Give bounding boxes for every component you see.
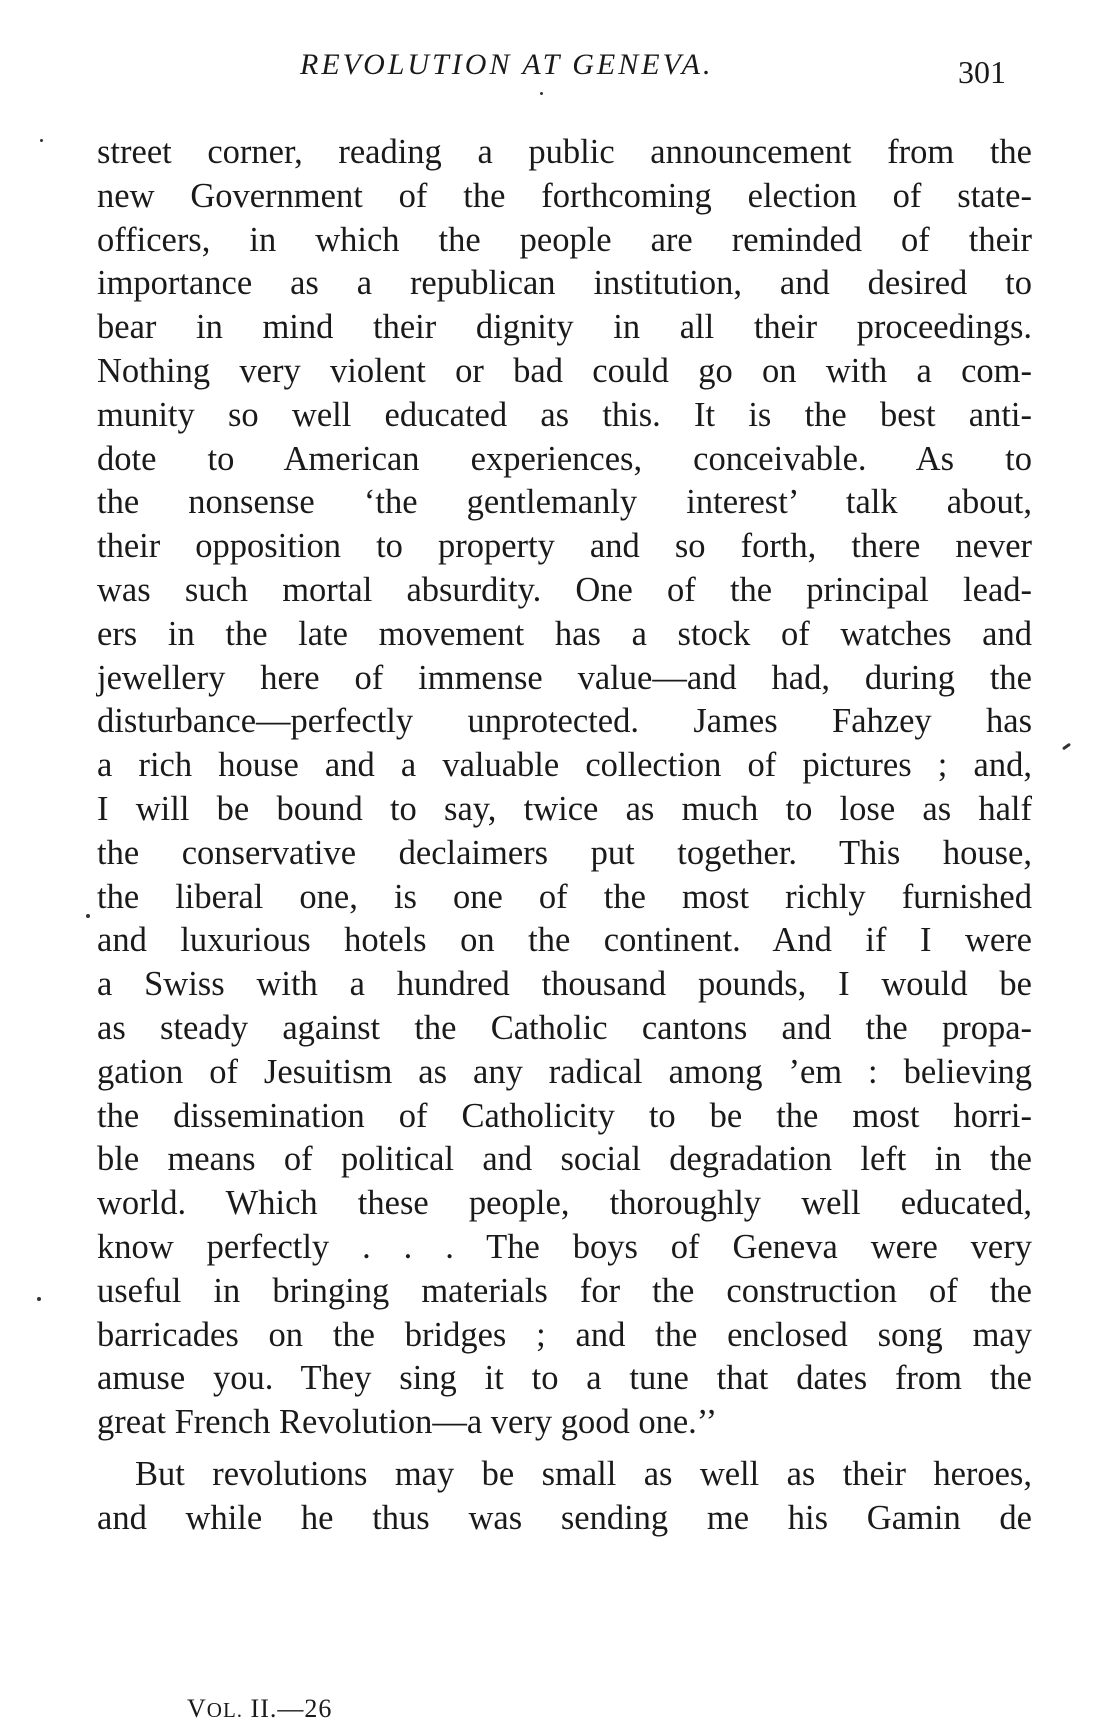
text-line: was such mortal absurdity. One of the principal lead-: [97, 570, 1032, 609]
text-line: bear in mind their dignity in all their proceedings.: [97, 308, 1032, 347]
paragraph: [97, 131, 1032, 1445]
text-line: street corner, reading a public announcement from the: [97, 133, 1032, 171]
text-line: know perfectly . . . The boys of Geneva were very: [97, 1227, 1032, 1266]
text-line: the liberal one, is one of the most richly furnished: [97, 877, 1032, 916]
paragraph: [97, 1453, 1032, 1541]
text-line: amuse you. They sing it to a tune that dates from the: [97, 1359, 1032, 1398]
text-line: their opposition to property and so forth, there never: [97, 527, 1032, 566]
text-line: useful in bringing materials for the construction of the: [97, 1271, 1032, 1310]
ink-speck: [540, 92, 543, 95]
text-line: I will be bound to say, twice as much to lose as half: [97, 789, 1032, 828]
text-line: munity so well educated as this. It is the best anti-: [97, 395, 1032, 434]
ink-speck: [86, 914, 90, 918]
text-line: a rich house and a valuable collection of pictures ; and,: [97, 746, 1032, 785]
text-line: Nothing very violent or bad could go on with a com-: [97, 351, 1032, 390]
text-line: barricades on the bridges ; and the enclosed song may: [97, 1315, 1032, 1354]
text-line: the conservative declaimers put together. This house,: [97, 833, 1032, 872]
signature-initial: V: [187, 1694, 207, 1723]
signature-volume: II.—26: [243, 1694, 333, 1723]
text-line: great French Revolution—a very good one.’’: [97, 1403, 718, 1442]
text-line: new Government of the forthcoming election of state-: [97, 176, 1032, 215]
text-line: world. Which these people, thoroughly well educated,: [97, 1184, 1032, 1223]
text-line: dote to American experiences, conceivable. As to: [97, 439, 1032, 478]
text-line: disturbance—perfectly unprotected. James Fahzey has: [97, 702, 1032, 741]
text-line: ble means of political and social degradation left in the: [97, 1140, 1032, 1179]
ink-speck: [37, 1297, 41, 1301]
text-line: importance as a republican institution, and desired to: [97, 264, 1032, 303]
page-number: 301: [958, 54, 1006, 90]
text-line: and while he thus was sending me his Gamin de: [97, 1498, 1032, 1537]
text-line: a Swiss with a hundred thousand pounds, I would be: [97, 965, 1032, 1004]
signature-mark: [187, 1694, 332, 1724]
text-line: and luxurious hotels on the continent. And if I were: [97, 921, 1032, 960]
text-line: officers, in which the people are reminded of their: [97, 220, 1032, 259]
text-line: But revolutions may be small as well as their heroes,: [135, 1454, 1032, 1493]
ink-speck: [40, 139, 43, 142]
signature-smallcaps: OL.: [206, 1698, 244, 1722]
text-line: jewellery here of immense value—and had, during the: [97, 658, 1032, 697]
body-text: [97, 131, 1032, 1541]
text-line: ers in the late movement has a stock of watches and: [97, 614, 1032, 653]
text-line: the nonsense ‘the gentlemanly interest’ talk about,: [97, 483, 1032, 522]
ink-speck: [1062, 743, 1071, 751]
text-line: as steady against the Catholic cantons and the propa-: [97, 1008, 1032, 1047]
running-title: REVOLUTION AT GENEVA.: [300, 48, 714, 81]
text-line: gation of Jesuitism as any radical among ’em : believing: [97, 1052, 1032, 1091]
text-line: the dissemination of Catholicity to be the most horri-: [97, 1096, 1032, 1135]
paragraph-gap: [97, 1445, 1032, 1453]
